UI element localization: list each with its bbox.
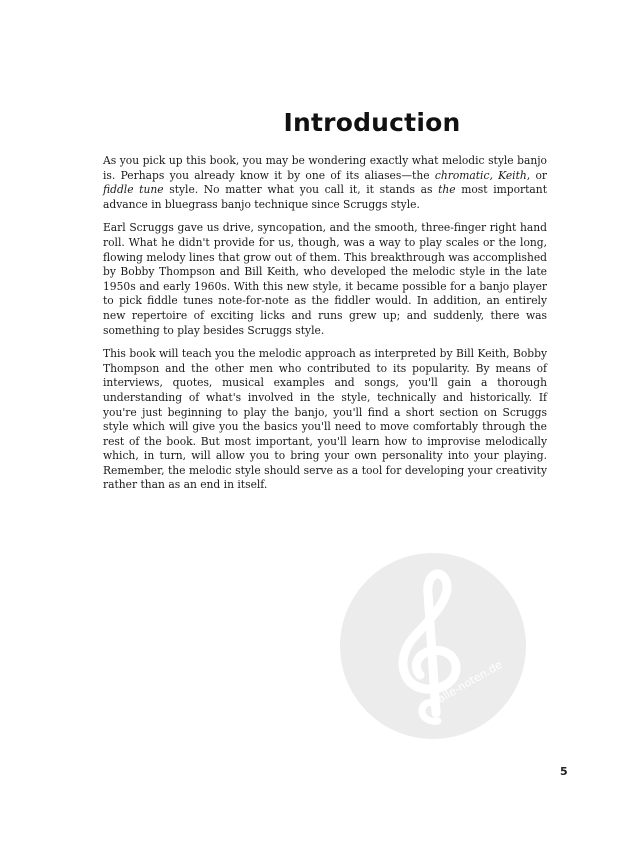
watermark-logo: [340, 553, 526, 739]
paragraph-3: This book will teach you the melodic approach as interpreted by Bill Keith, Bobby Thompson and the other men who contributed to its popularity. By means of interviews, quotes, musical examples and songs, you'll gain a thorough understanding of what's involved in the style, technically and historically. If you're just beginning to play the banjo, you'll find a short section on Scruggs style which will give you the basics you'll need to move comfortably through the rest of the book. But most important, you'll learn how to improvise melodically which, in turn, will allow you to bring your own personality into your playing. Remember, the melodic style should serve as a tool for developing your creativity rather than as an end in itself.: [103, 347, 547, 492]
page-number: 5: [560, 765, 568, 778]
watermark-text: alle-noten.de: [435, 658, 505, 706]
page-title: Introduction: [283, 108, 461, 137]
introduction-body: [103, 154, 547, 502]
treble-clef-icon: [340, 553, 526, 739]
paragraph-2: Earl Scruggs gave us drive, syncopation, and the smooth, three-finger right hand roll. What he didn't provide for us, though, was a way to play scales or the long, flowing melody lines that grow out of them. This breakthrough was accomplished by Bobby Thompson and Bill Keith, who developed the melodic style in the late 1950s and early 1960s. With this new style, it became possible for a banjo player to pick fiddle tunes note-for-note as the fiddler would. In addition, an entirely new repertoire of exciting licks and runs grew up; and suddenly, there was something to play besides Scruggs style.: [103, 221, 547, 337]
paragraph-1: As you pick up this book, you may be wondering exactly what melodic style banjo is. Perhaps you already know it by one of its aliases—the chromatic, Keith, or fiddle tune style. No matter what you call it, it stands as the most important advance in bluegrass banjo technique since Scruggs style.: [103, 154, 547, 211]
